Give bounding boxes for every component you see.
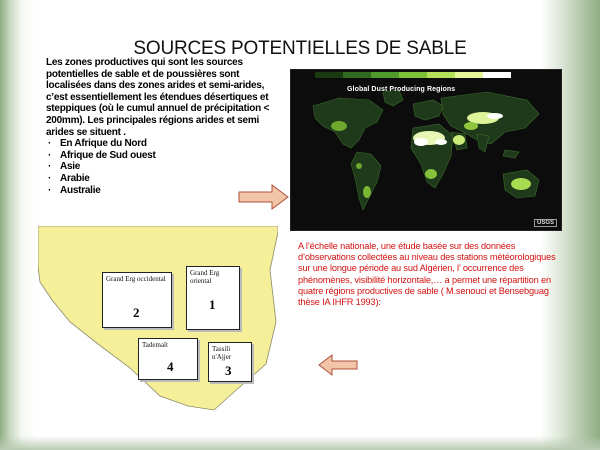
bullet: · [48,161,52,173]
bullet: · [48,184,52,196]
region-label: En Afrique du Nord [60,138,147,150]
zone-1-box [186,266,240,330]
zone-label: Tademaït [142,341,168,349]
list-item [46,161,284,173]
bullet: · [48,149,52,161]
left-arrow-icon [318,354,358,376]
list-item [46,150,284,162]
zone-label: Grand Erg occidental [106,275,166,283]
intro-paragraph: Les zones productives qui sont les sources potentielles de sable et de poussières sont localisées dans des zones arides et semi-arides, c’est essentiellement les étendues désertiques et steppiques (où le cumul annuel de précipitation < 200mm). Les principales régions arides et semi arides se situent . [46,57,270,138]
national-study-text: A l’échelle nationale, une étude basée sur des données d’observations collectées au niveau des stations météorologiques sur une longue période au sud Algérien, l’ occurrence des phénomènes, visibilité horizontale,… a permet une répartition en quatre régions productives de sable ( M.senouci et Bensebguag thèse IA IHFR 1993): [298,241,556,308]
zone-3-box [208,342,252,382]
slide-title: SOURCES POTENTIELLES DE SABLE [133,38,467,59]
zone-label: Tassili n'Ajjer [212,345,232,361]
zone-2-box [102,272,172,328]
right-arrow-icon [238,184,290,210]
zone-number: 1 [209,297,216,312]
algeria-zones-map [38,226,278,411]
region-label: Asie [60,161,81,173]
zone-4-box [138,338,198,380]
region-label: Afrique de Sud ouest [60,149,156,161]
usgs-logo: USGS [534,219,557,227]
zone-number: 4 [167,359,174,374]
list-item [46,138,284,150]
world-dust-map [290,69,562,231]
region-label: Australie [60,184,101,196]
zone-number: 3 [225,363,232,378]
world-map-title: Global Dust Producing Regions [347,86,456,93]
world-map-graphic [291,70,561,230]
bullet: · [48,172,52,184]
intro-block [46,57,284,196]
zone-label: Grand Erg oriental [190,269,220,285]
region-label: Arabie [60,172,90,184]
zone-number: 2 [133,305,140,320]
bullet: · [48,138,52,150]
list-item [46,173,284,185]
